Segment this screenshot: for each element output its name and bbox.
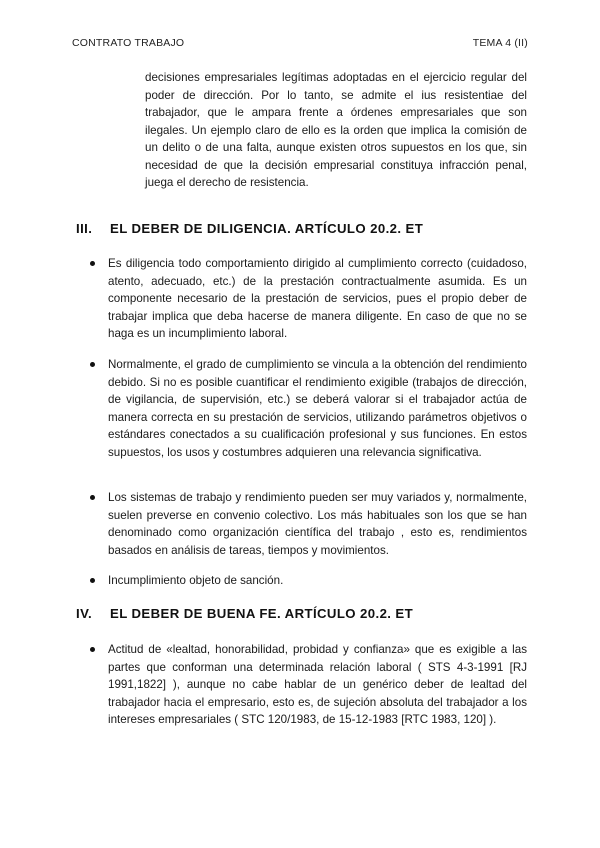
bullet-item [90, 641, 527, 729]
bullet-text: Los sistemas de trabajo y rendimiento pueden ser muy variados y, normalmente, suelen preverse en convenio colectivo. Los más habituales son los que se han denominado como organización científica del trabajo , esto es, rendimientos basados en análisis de tareas, tiempos y movimientos. [108, 491, 527, 557]
section-number: IV. [76, 606, 93, 621]
header-document-title: CONTRATO TRABAJO [72, 37, 185, 49]
intro-paragraph: decisiones empresariales legítimas adoptadas en el ejercicio regular del poder de dirección. Por lo tanto, se admite el ius resistentiae del trabajador, que le ampara frente a órdenes empresariales que son ilegales. Un ejemplo claro de ello es la orden que implica la comisión de un delito o de una falta, aunque existen otros supuestos en los que, sin necesidad de que la decisión empresarial constituya infracción penal, juega el derecho de resistencia. [145, 71, 527, 189]
bullet-icon [90, 647, 95, 652]
bullet-icon [90, 495, 95, 500]
bullet-icon [90, 362, 95, 367]
bullet-item [90, 572, 527, 590]
bullet-text: Actitud de «lealtad, honorabilidad, probidad y confianza» que es exigible a las partes que conforman una determinada relación laboral ( STS 4-3-1991 [RJ 1991,1822] ), aunque no cabe hablar de un genérico deber de lealtad del trabajador hacia el empresario, esto es, de sujeción absoluta del trabajador a los intereses empresariales ( STC 120/1983, de 15-12-1983 [RTC 1983, 120] ). [108, 643, 527, 726]
bullet-icon [90, 261, 95, 266]
page-header [72, 37, 528, 51]
section-title: EL DEBER DE DILIGENCIA. ARTÍCULO 20.2. ET [110, 221, 424, 236]
bullet-text: Es diligencia todo comportamiento dirigido al cumplimiento correcto (cuidadoso, atento, adecuado, etc.) de la prestación contractualmente asumida. Es un componente necesario de la prestación de servicios, pues el propio deber de trabajar implica que deba hacerse de manera diligente. En caso de que no se haga es un incumplimiento laboral. [108, 257, 527, 340]
bullet-item [90, 255, 527, 343]
section-number: III. [76, 221, 93, 236]
section-title: EL DEBER DE BUENA FE. ARTÍCULO 20.2. ET [110, 606, 414, 621]
header-topic-label: TEMA 4 (II) [472, 37, 528, 49]
bullet-text: Incumplimiento objeto de sanción. [108, 574, 284, 587]
bullet-icon [90, 578, 95, 583]
bullet-text: Normalmente, el grado de cumplimiento se vincula a la obtención del rendimiento debido. Si no es posible cuantificar el rendimiento exigible (trabajos de dirección, de vigilancia, de supervisión, etc.) se deberá valorar si el trabajador actúa de manera correcta en su prestación de servicios, utilizando parámetros objetivos o estándares conectados a su cualificación profesional y sus funciones. En estos supuestos, los usos y costumbres adquieren una relevancia significativa. [108, 358, 527, 459]
bullet-item [90, 489, 527, 559]
bullet-item [90, 356, 527, 461]
